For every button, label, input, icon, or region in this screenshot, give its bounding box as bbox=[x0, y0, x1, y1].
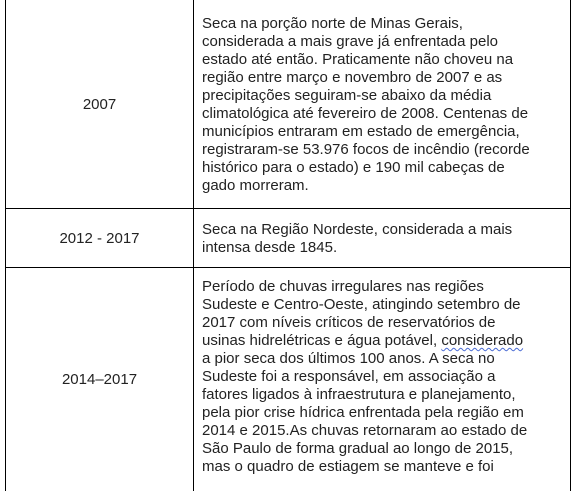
description-cell bbox=[202, 221, 566, 257]
description-line: Seca na Região Nordeste, considerada a mais bbox=[202, 221, 513, 238]
year-text: 2007 bbox=[82, 95, 117, 113]
description-line: precipitações seguiram-se abaixo da média bbox=[202, 87, 492, 104]
description-line: a pior seca dos últimos 100 anos. A seca no bbox=[202, 350, 495, 367]
year-text: 2012 - 2017 bbox=[59, 229, 140, 247]
description-line: intensa desde 1845. bbox=[202, 239, 338, 256]
description-line: Sudeste e Centro-Oeste, atingindo setembro de bbox=[202, 296, 521, 313]
description-line: fatores ligados à infraestrutura e planejamento, bbox=[202, 386, 516, 403]
description-line: 2017 com níveis críticos de reservatórios de bbox=[202, 314, 496, 331]
table-row bbox=[6, 209, 570, 268]
description-line: gado morreram. bbox=[202, 177, 309, 194]
year-cell bbox=[6, 0, 194, 208]
description-line: São Paulo de forma gradual ao longo de 2015, bbox=[202, 440, 514, 457]
description-line: Seca na porção norte de Minas Gerais, bbox=[202, 15, 463, 32]
table-row bbox=[6, 268, 570, 491]
table-row bbox=[6, 0, 570, 209]
description-line: municípios entraram em estado de emergência, bbox=[202, 123, 520, 140]
description-cell bbox=[202, 278, 566, 476]
description-line: histórico para o estado) e 190 mil cabeças de bbox=[202, 159, 505, 176]
description-line: considerada a mais grave já enfrentada pelo bbox=[202, 33, 499, 50]
description-line: 2014 e 2015.As chuvas retornaram ao estado de bbox=[202, 422, 528, 439]
year-cell bbox=[6, 268, 194, 491]
description-line bbox=[202, 332, 566, 350]
droughts-table bbox=[5, 0, 571, 491]
spellcheck-underlined-word[interactable]: considerado bbox=[441, 332, 524, 349]
description-line: Período de chuvas irregulares nas regiões bbox=[202, 278, 484, 295]
description-cell bbox=[202, 15, 566, 195]
description-line: região entre março e novembro de 2007 e as bbox=[202, 69, 503, 86]
year-cell bbox=[6, 209, 194, 267]
description-line: registraram-se 53.976 focos de incêndio (recorde bbox=[202, 141, 530, 158]
description-fragment: usinas hidrelétricas e água potável, bbox=[202, 332, 438, 349]
description-line: estado até então. Praticamente não choveu na bbox=[202, 51, 514, 68]
description-line: pela pior crise hídrica enfrentada pela região em bbox=[202, 404, 524, 421]
year-text: 2014–2017 bbox=[61, 371, 138, 388]
description-line: climatológica até fevereiro de 2008. Centenas de bbox=[202, 105, 529, 122]
description-line: Sudeste foi a responsável, em associação a bbox=[202, 368, 496, 385]
description-line: mas o quadro de estiagem se manteve e foi bbox=[202, 458, 494, 475]
